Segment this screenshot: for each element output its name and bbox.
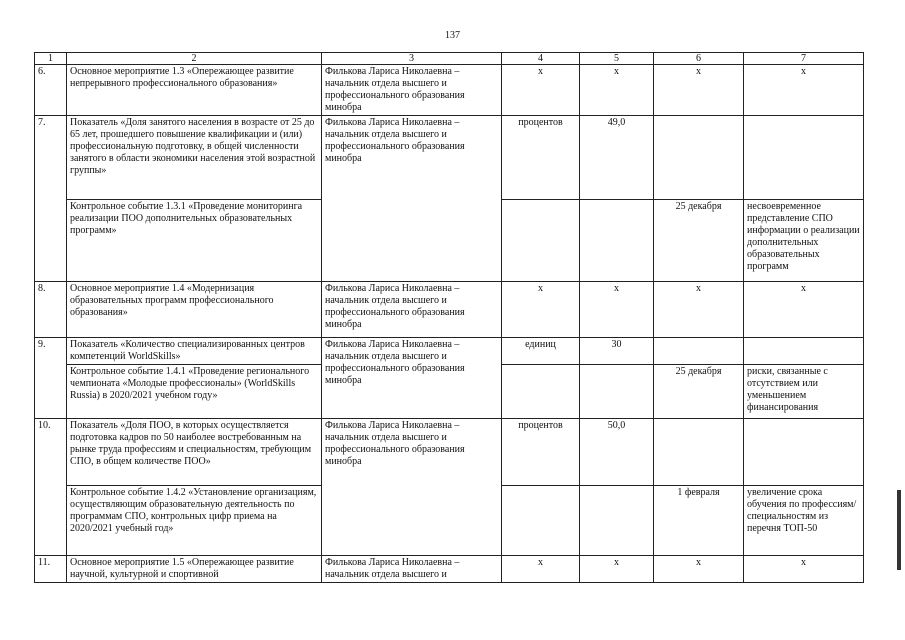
row-number: 9. [35, 338, 67, 419]
row-number: 11. [35, 556, 67, 583]
table-row [35, 338, 864, 365]
row-value: х [580, 282, 654, 338]
row-description: Показатель «Доля ПОО, в которых осуществляется подготовка кадров по 50 наиболее востребованным на рынке труда профессиям и специальностям, требующим СПО, в общем количестве ПОО» [67, 419, 322, 486]
row-number: 10. [35, 419, 67, 556]
row-risk [744, 419, 864, 486]
row-value [580, 486, 654, 556]
header-col-4: 4 [502, 53, 580, 65]
row-number: 6. [35, 65, 67, 116]
row-date [654, 116, 744, 200]
table-row [35, 419, 864, 486]
table-row [35, 556, 864, 583]
row-unit [502, 200, 580, 282]
header-col-5: 5 [580, 53, 654, 65]
row-responsible: Филькова Лариса Николаевна – начальник отдела высшего и профессионального образования минобра [322, 419, 502, 556]
row-date [654, 338, 744, 365]
row-risk [744, 338, 864, 365]
row-description: Показатель «Доля занятого населения в возрасте от 25 до 65 лет, прошедшего повышение квалификации и (или) профессиональную подготовку, в общей численности занятого в области экономики населения этой возрастной группы» [67, 116, 322, 200]
row-number: 8. [35, 282, 67, 338]
row-value [580, 365, 654, 419]
control-event-description: Контрольное событие 1.4.1 «Проведение регионального чемпионата «Молодые профессионалы» (WorldSkills Russia) в 2020/2021 учебном году» [67, 365, 322, 419]
control-event-date: 25 декабря [654, 365, 744, 419]
row-responsible: Филькова Лариса Николаевна – начальник отдела высшего и профессионального образования минобра [322, 282, 502, 338]
scan-edge-mark [897, 490, 901, 570]
row-number: 7. [35, 116, 67, 282]
row-unit: х [502, 65, 580, 116]
control-event-risk: риски, связанные с отсутствием или уменьшением финансирования [744, 365, 864, 419]
row-description: Основное мероприятие 1.5 «Опережающее развитие научной, культурной и спортивной [67, 556, 322, 583]
row-description: Основное мероприятие 1.3 «Опережающее развитие непрерывного профессионального образования» [67, 65, 322, 116]
row-risk [744, 116, 864, 200]
row-description: Показатель «Количество специализированных центров компетенций WorldSkills» [67, 338, 322, 365]
header-col-1: 1 [35, 53, 67, 65]
table-row [35, 282, 864, 338]
header-col-6: 6 [654, 53, 744, 65]
table-row [35, 116, 864, 200]
row-risk: х [744, 282, 864, 338]
row-risk: х [744, 65, 864, 116]
control-event-risk: увеличение срока обучения по профессиям/специальностям из перечня ТОП-50 [744, 486, 864, 556]
row-description: Основное мероприятие 1.4 «Модернизация образовательных программ профессионального образования» [67, 282, 322, 338]
header-col-7: 7 [744, 53, 864, 65]
row-unit: процентов [502, 419, 580, 486]
control-event-risk: несвоевременное представление СПО информации о реализации дополнительных образовательных программ [744, 200, 864, 282]
control-event-description: Контрольное событие 1.3.1 «Проведение мониторинга реализации ПОО дополнительных образовательных программ» [67, 200, 322, 282]
row-date: х [654, 65, 744, 116]
row-responsible: Филькова Лариса Николаевна – начальник отдела высшего и [322, 556, 502, 583]
row-responsible: Филькова Лариса Николаевна – начальник отдела высшего и профессионального образования минобра [322, 338, 502, 419]
row-responsible: Филькова Лариса Николаевна – начальник отдела высшего и профессионального образования минобра [322, 116, 502, 282]
control-event-description: Контрольное событие 1.4.2 «Установление организациям, осуществляющим образовательную деятельность по программам СПО, контрольных цифр приема на 2020/2021 учебный год» [67, 486, 322, 556]
page-number: 137 [445, 30, 460, 41]
table-row [35, 65, 864, 116]
header-row [35, 53, 864, 65]
control-event-date: 25 декабря [654, 200, 744, 282]
row-value: х [580, 65, 654, 116]
plan-table [34, 52, 864, 583]
row-unit: х [502, 282, 580, 338]
header-col-3: 3 [322, 53, 502, 65]
row-unit: процентов [502, 116, 580, 200]
header-col-2: 2 [67, 53, 322, 65]
row-unit [502, 365, 580, 419]
row-risk: х [744, 556, 864, 583]
row-value: 30 [580, 338, 654, 365]
row-value [580, 200, 654, 282]
row-date [654, 419, 744, 486]
row-unit: единиц [502, 338, 580, 365]
row-date: х [654, 556, 744, 583]
row-value: х [580, 556, 654, 583]
row-value: 49,0 [580, 116, 654, 200]
row-value: 50,0 [580, 419, 654, 486]
row-unit: х [502, 556, 580, 583]
row-unit [502, 486, 580, 556]
row-responsible: Филькова Лариса Николаевна – начальник отдела высшего и профессионального образования минобра [322, 65, 502, 116]
control-event-date: 1 февраля [654, 486, 744, 556]
row-date: х [654, 282, 744, 338]
